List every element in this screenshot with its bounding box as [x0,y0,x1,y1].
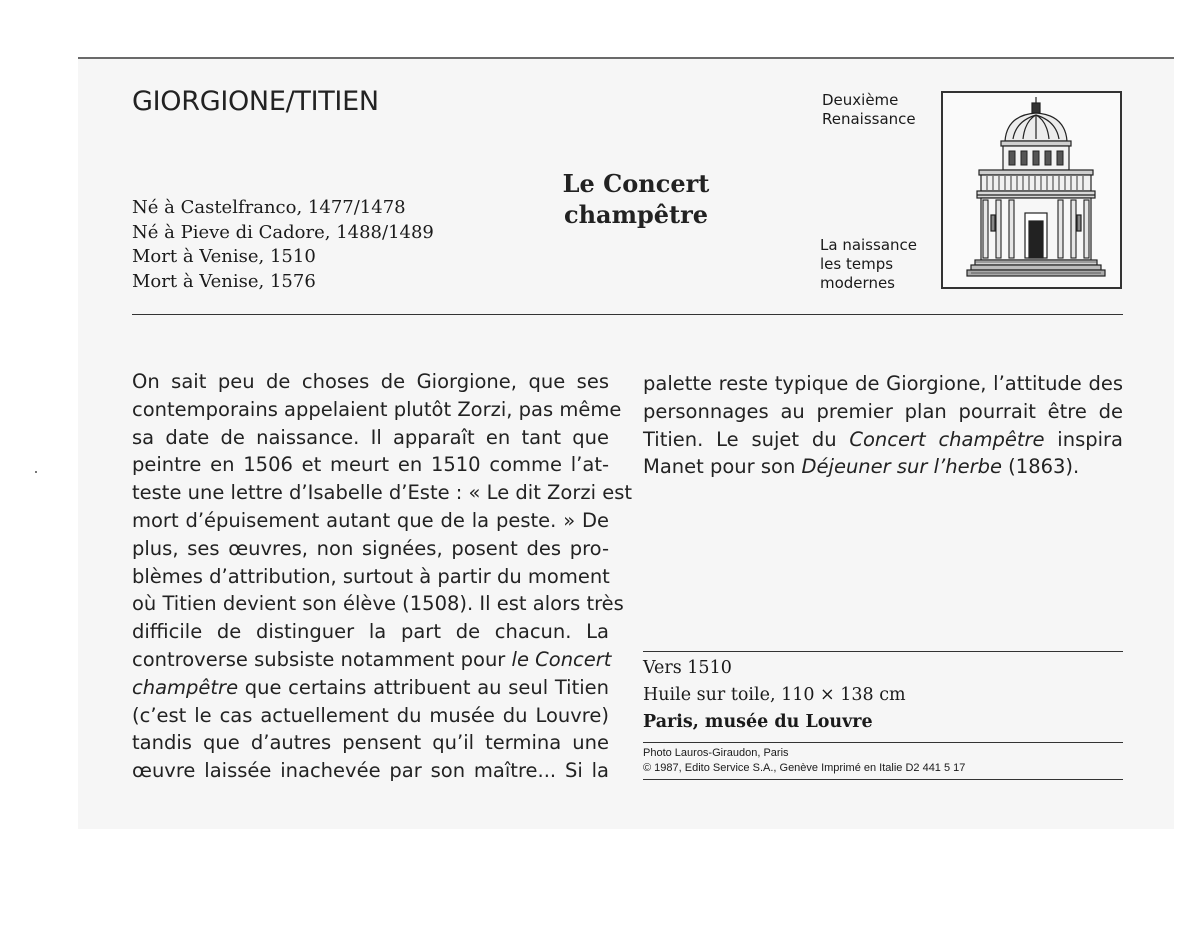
artwork-location: Paris, musée du Louvre [643,712,873,732]
body-line: sa date de naissance. Il apparaît en tant que [132,425,609,449]
period-line: Deuxième [822,91,899,109]
artwork-title-italic: Concert champêtre [849,427,1045,451]
scan-speck [35,471,37,473]
theme-line: les temps [820,255,894,273]
photo-credits [643,746,965,776]
body-column-left [132,368,633,785]
artist-name: GIORGIONE/TITIEN [132,86,379,117]
artwork-date: Vers 1510 [643,658,732,678]
photo-credit: Photo Lauros-Giraudon, Paris [643,747,789,759]
artwork-info [643,655,906,736]
period-line: Renaissance [822,110,916,128]
body-line: œuvre laissée inachevée par son maître... Si la [132,759,609,783]
header-divider [132,314,1123,315]
artwork-title [536,168,736,230]
artist-bio [132,196,434,294]
bio-line: Mort à Venise, 1576 [132,270,316,292]
title-line: champêtre [563,200,709,229]
body-line: contemporains appelaient plutôt Zorzi, pas même [132,397,622,421]
body-line: blèmes d’attribution, surtout à partir du moment [132,564,610,588]
body-line: controverse subsiste notamment pour le Concert [132,647,612,671]
body-line [643,453,1123,481]
tempietto-rotunda-icon [941,91,1122,289]
body-line: tandis que d’autres pensent qu’il termina une [132,731,609,755]
bio-line: Né à Pieve di Cadore, 1488/1489 [132,221,434,243]
body-text: Titien. Le sujet du [643,427,850,451]
body-text: (1863). [1001,455,1080,479]
manet-title-italic: Déjeuner sur l’herbe [801,455,1002,479]
info-divider-top [643,651,1123,652]
body-line: On sait peu de choses de Giorgione, que ses [132,370,609,393]
copyright-line: © 1987, Edito Service S.A., Genève Imprimé en Italie D2 441 5 17 [643,762,966,774]
body-line: plus, ses œuvres, non signées, posent des pro- [132,536,609,560]
theme-label [820,236,917,293]
period-label [822,91,916,129]
body-line: difficile de distinguer la part de chacun. La [132,620,609,644]
body-line: peintre en 1506 et meurt en 1510 comme l’at- [132,453,609,477]
bio-line: Né à Castelfranco, 1477/1478 [132,197,406,218]
body-line: champêtre que certains attribuent au seul Titien [132,675,609,699]
body-line: palette reste typique de Giorgione, l’attitude des [643,372,1123,395]
body-text: inspira [1044,427,1123,451]
info-divider-mid [643,742,1123,743]
body-line: (c’est le cas actuellement du musée du Louvre) [132,703,609,727]
bio-line: Mort à Venise, 1510 [132,246,316,267]
body-line: mort d’épuisement autant que de la peste. » De [132,508,609,532]
artwork-medium: Huile sur toile, 110 × 138 cm [643,685,906,705]
body-line: teste une lettre d’Isabelle d’Este : « Le dit Zorzi est [132,481,633,505]
body-line [643,426,1123,454]
body-line: où Titien devient son élève (1508). Il est alors très [132,592,624,616]
body-text: Manet pour son [643,455,802,479]
title-line: Le Concert [562,169,710,198]
theme-line: La naissance [820,236,917,254]
body-line: personnages au premier plan pourrait être de [643,399,1123,423]
info-divider-bottom [643,779,1123,780]
theme-line: modernes [820,274,895,292]
body-column-right [643,370,1123,481]
